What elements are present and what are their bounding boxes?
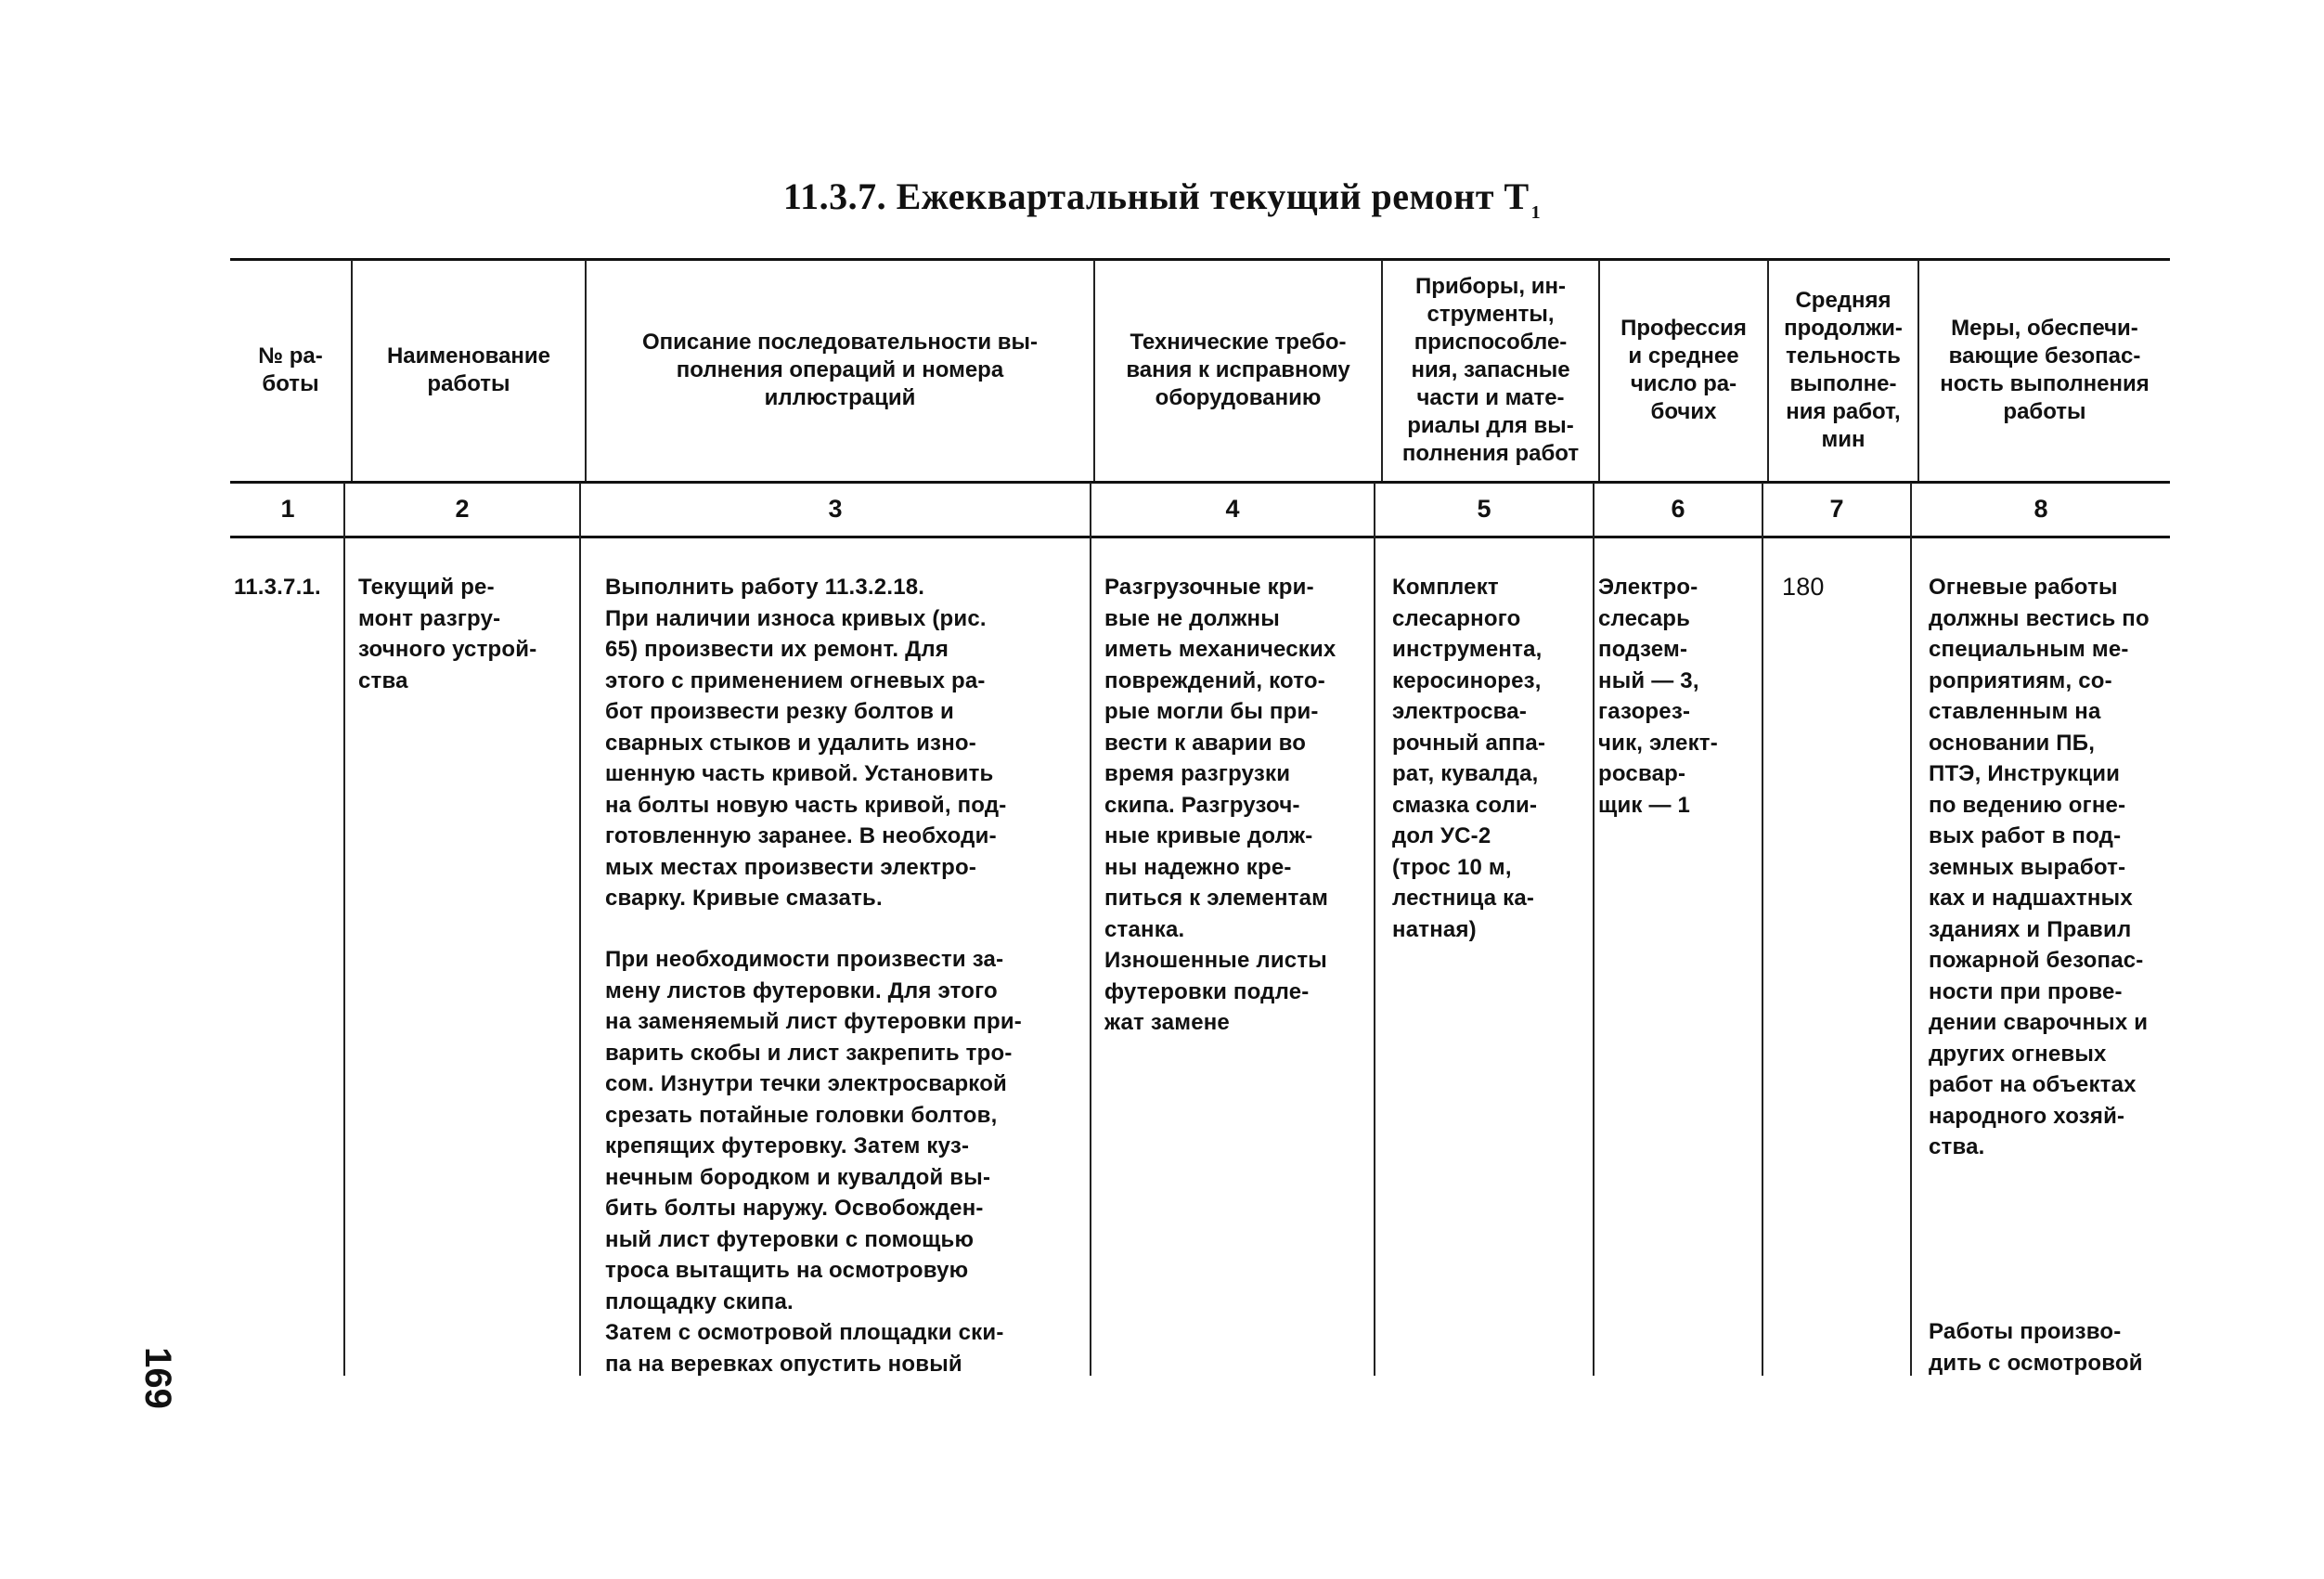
title-main: 11.3.7. Ежеквартальный текущий ремонт Т — [782, 175, 1530, 217]
header-description: Описание последовательности вы- полнения операций и номера иллюстраций — [641, 330, 1039, 410]
row-requirements: Разгрузочные кри- вые не должны иметь механических повреждений, кото- рые могли бы при- вести к аварии во время разгрузки скипа. Разгрузоч- ные кривые долж- ны надежно кре- питься к элементам станка. Изношенные листы футеровки подле- жат замене — [1104, 575, 1336, 1035]
column-divider-2-lower — [579, 483, 581, 1376]
column-divider-4-lower — [1374, 483, 1375, 1376]
column-number-1: 1 — [280, 494, 295, 523]
header-requirements: Технические требо- вания к исправному оборудованию — [1126, 330, 1350, 410]
row-profession: Электро- слесарь подзем- ный — 3, газорез- чик, элект- росвар- щик — 1 — [1598, 575, 1718, 818]
row-description-part-2: При необходимости произвести за- мену листов футеровки. Для этого на заменяемый лист футеровки при- варить скобы и лист закрепить тро- сом. Изнутри течки электросваркой срезать потайные головки болтов, крепящих футеровку. Затем куз- нечным бородком и кувалдой вы- бить болты наружу. Освобожден- ный лист футеровки с помощью троса вытащить на осмотровую площадку скипа. Затем с осмотровой площадки ски- па на веревках опустить новый — [605, 947, 1022, 1377]
header-tools: Приборы, ин- струменты, приспособле- ния, запасные части и мате- риалы для вы- полнения работ — [1401, 274, 1580, 466]
column-divider-5-lower — [1593, 483, 1595, 1376]
column-number-8: 8 — [2034, 494, 2048, 523]
page-title — [0, 175, 2324, 224]
header-job-name: Наименование работы — [386, 343, 551, 396]
title-subscript: 1 — [1530, 202, 1542, 223]
header-duration: Средняя продолжи- тельность выполне- ния работ, мин — [1784, 288, 1903, 452]
row-tools: Комплект слесарного инструмента, керосинорез, электросва- рочный аппа- рат, кувалда, смазка соли- дол УС-2 (трос 10 м, лестница ка- натная) — [1392, 575, 1546, 942]
column-number-3: 3 — [828, 494, 843, 523]
header-job-number: № ра- боты — [258, 343, 323, 396]
column-numbers-bottom-rule — [230, 536, 2170, 538]
column-number-2: 2 — [455, 494, 470, 523]
column-number-4: 4 — [1225, 494, 1240, 523]
column-number-5: 5 — [1477, 494, 1491, 523]
column-number-7: 7 — [1829, 494, 1844, 523]
column-divider-6-lower — [1762, 483, 1763, 1376]
header-profession: Профессия и среднее число ра- бочих — [1620, 316, 1747, 424]
header-safety: Меры, обеспечи- вающие безопас- ность выполнения работы — [1940, 316, 2150, 424]
page-number: 169 — [136, 1347, 178, 1409]
column-divider-1-lower — [343, 483, 345, 1376]
column-divider-7-lower — [1910, 483, 1912, 1376]
row-job-name: Текущий ре- монт разгру- зочного устрой- ства — [358, 575, 537, 693]
column-number-6: 6 — [1671, 494, 1685, 523]
row-safety-part-1: Огневые работы должны вестись по специальным ме- роприятиям, со- ставленным на основании ПБ, ПТЭ, Инструкции по ведению огне- вых работ в под- земных выработ- ках и надшахтных зданиях и Правил пожарной безопас- ности при прове- дении сварочных и других огневых работ на объектах народного хозяй- ства. — [1929, 575, 2150, 1159]
column-divider-3-lower — [1090, 483, 1091, 1376]
row-job-number: 11.3.7.1. — [234, 575, 321, 600]
row-duration: 180 — [1782, 573, 1825, 601]
row-description-part-1: Выполнить работу 11.3.2.18. При наличии износа кривых (рис. 65) произвести их ремонт. Для этого с применением огневых ра- бот произвести резку болтов и сварных стыков и удалить изно- шенную часть кривой. Установить на болты новую часть кривой, под- готовленную заранее. В необходи- мых местах произвести электро- сварку. Кривые смазать. — [605, 575, 1007, 911]
row-safety-part-2: Работы произво- дить с осмотровой — [1929, 1319, 2143, 1376]
